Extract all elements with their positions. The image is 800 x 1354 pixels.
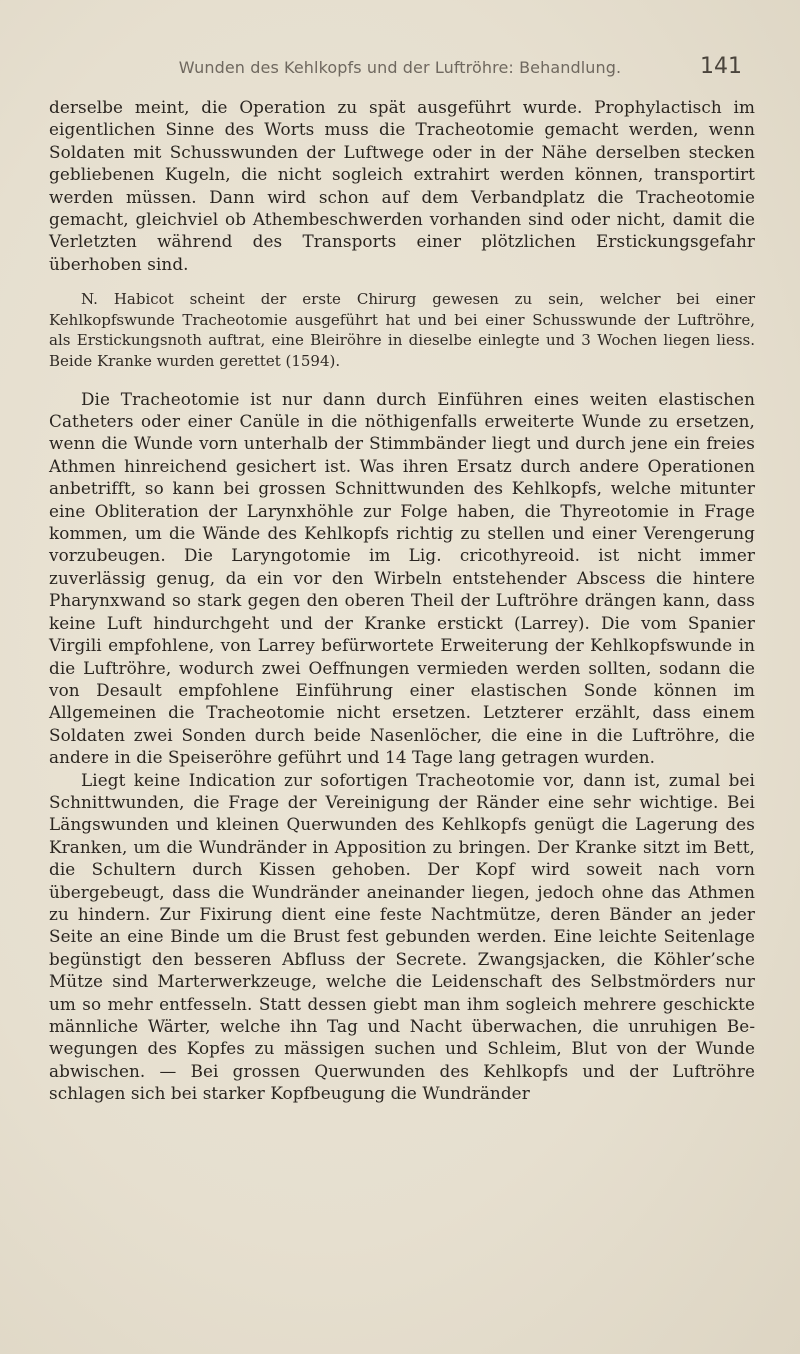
paragraph-habicot-note: N. Habicot scheint der erste Chirurg gewesen zu sein, welcher bei einer Kehlkopfswunde Tracheotomie ausgeführt hat und bei einer Schusswunde der Luftröhre, als Erstickungsnoth auftrat, eine Bleiröhre in dieselbe einlegte und 3 Wochen liegen liess. Beide Kranke wurden gerettet (1594). — [49, 290, 755, 371]
body-text — [49, 96, 755, 1105]
paragraph-continuation: derselbe meint, die Operation zu spät ausgeführt wurde. Prophylactisch im eigentlichen Sinne des Worts muss die Tracheotomie gemacht werden, wenn Soldaten mit Schusswunden der Luftwege oder in der Nähe derselben stecken gebliebenen Kugeln, die nicht sogleich extrahirt werden können, transportirt werden müssen. Dann wird schon auf dem Verbandplatz die Tracheotomie gemacht, gleichviel ob Athembeschwerden vorhanden sind oder nicht, damit die Verletzten während des Transports einer plötzlichen Erstickungsgefahr überhoben sind. — [49, 97, 755, 274]
page-number: 141 — [700, 54, 742, 79]
page-header — [0, 50, 800, 86]
running-head: Wunden des Kehlkopfs und der Luftröhre: Behandlung. — [178, 58, 622, 77]
paragraph-wound-margins: Liegt keine Indication zur sofortigen Tracheotomie vor, dann ist, zumal bei Schnittwunden, die Frage der Vereinigung der Ränder eine sehr wichtige. Bei Längswunden und kleinen Querwunden des Kehlkopfs genügt die Lagerung des Kranken, um die Wundränder in Apposition zu bringen. Der Kranke sitzt im Bett, die Schultern durch Kissen gehoben. Der Kopf wird soweit nach vorn übergebeugt, dass die Wundränder aneinander liegen, jedoch ohne das Athmen zu hindern. Zur Fixirung dient eine feste Nachtmütze, deren Bänder an jeder Seite an eine Binde um die Brust fest gebunden werden. Eine leichte Seitenlage begünstigt den besseren Abfluss der Secrete. Zwangsjacken, die Köhler’sche Mütze sind Marterwerkzeuge, welche die Leidenschaft des Selbstmörders nur um so mehr entfesseln. Statt dessen giebt man ihm sogleich mehrere geschickte männliche Wärter, welche ihn Tag und Nacht überwachen, die unruhigen Bewegungen des Kopfes zu mässigen suchen und Schleim, Blut von der Wunde abwischen. — Bei grossen Querwunden des Kehlkopfs und der Luftröhre schlagen sich bei starker Kopfbeugung die Wundränder — [49, 769, 755, 1104]
paragraph-tracheotomy-replacement: Die Tracheotomie ist nur dann durch Einführen eines weiten elastischen Catheters oder einer Canüle in die nöthigenfalls erweiterte Wunde zu ersetzen, wenn die Wunde vorn unterhalb der Stimmbänder liegt und durch jene ein freies Athmen hinreichend gesichert ist. Was ihren Ersatz durch andere Operationen anbetrifft, so kann bei grossen Schnittwunden des Kehlkopfs, welche mitunter eine Obliteration der Larynxhöhle zur Folge haben, die Thyreotomie in Frage kommen, um die Wände des Kehlkopfs richtig zu stellen und einer Verengerung vorzubeugen. Die Laryngotomie im Lig. cricothyreoid. ist nicht immer zuverlässig genug, da ein vor den Wirbeln entstehender Abscess die hintere Pharynxwand so stark gegen den oberen Theil der Luftröhre drängen kann, dass keine Luft hindurchgeht und der Kranke erstickt (Larrey). Die vom Spanier Virgili empfohlene, von Larrey befürwortete Erweiterung der Kehlkopfswunde in die Luftröhre, wodurch zwei Oeffnungen vermieden werden sollten, sodann die von Desault empfohlene Einführung einer elastischen Sonde können im Allgemeinen die Tracheotomie nicht ersetzen. Letzterer erzählt, dass einem Soldaten zwei Sonden durch beide Nasenlöcher, die eine in die Luftröhre, die andere in die Speiseröhre geführt und 14 Tage lang getragen wurden. — [49, 388, 755, 768]
